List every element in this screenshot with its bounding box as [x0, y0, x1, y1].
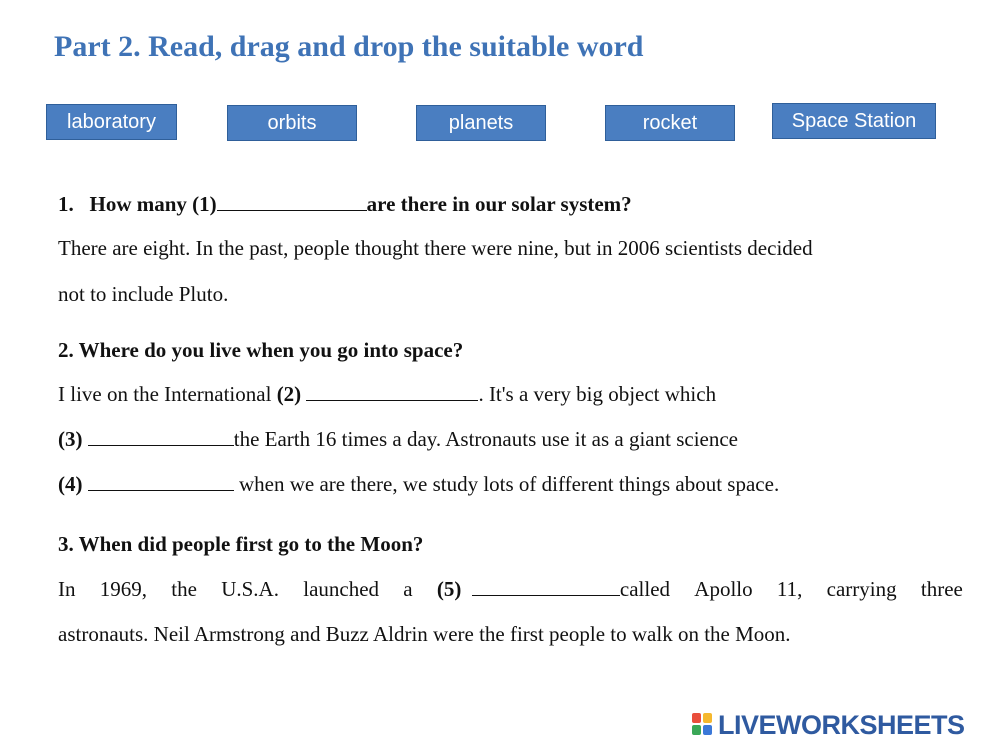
drop-blank-5[interactable]	[472, 577, 620, 596]
answer-3-line-2: astronauts. Neil Armstrong and Buzz Aldrin were the first people to walk on the Moon.	[58, 622, 791, 646]
blank-label-4: (4)	[58, 472, 83, 496]
drop-blank-3[interactable]	[88, 427, 234, 446]
logo-text: LIVEWORKSHEETS	[718, 709, 965, 740]
word-chip-planets[interactable]: planets	[416, 105, 546, 141]
answer-3-line-1	[58, 575, 963, 603]
answer-2-line-2-tail: the Earth 16 times a day. Astronauts use it as a giant science	[233, 427, 738, 451]
answer-2-line-1-text: I live on the International	[58, 382, 277, 406]
answer-3-word: three	[920, 577, 963, 601]
answer-3-word: carrying	[826, 577, 897, 601]
blank-label-2: (2)	[276, 382, 302, 406]
blank-label-3: (3)	[58, 427, 83, 451]
answer-2-line-2	[58, 425, 963, 453]
answer-3-word: Apollo	[694, 577, 753, 601]
answer-3-word: a	[403, 577, 413, 601]
answer-3-word: U.S.A.	[221, 577, 279, 601]
answer-2-line-1	[58, 380, 963, 408]
word-chip-orbits[interactable]: orbits	[227, 105, 357, 141]
drop-blank-1[interactable]	[217, 192, 367, 211]
answer-2-line-1-tail: . It's a very big object which	[478, 382, 717, 406]
answer-1-line-1: There are eight. In the past, people thought there were nine, but in 2006 scientists decided	[58, 236, 813, 260]
word-chip-space-station[interactable]: Space Station	[772, 103, 936, 139]
answer-3-word: In	[58, 577, 76, 601]
word-chip-laboratory[interactable]: laboratory	[46, 104, 177, 140]
blank-label-5: (5)	[436, 577, 462, 601]
question-3: 3. When did people first go to the Moon?	[58, 532, 424, 556]
liveworksheets-logo	[692, 707, 965, 743]
question-1-number: 1.	[58, 192, 74, 216]
drop-blank-4[interactable]	[88, 472, 234, 491]
drop-blank-2[interactable]	[306, 382, 478, 401]
question-1-suffix: are there in our solar system?	[366, 192, 632, 216]
question-2: 2. Where do you live when you go into space?	[58, 338, 464, 362]
question-1	[58, 190, 963, 218]
answer-3-blank-group	[437, 575, 670, 603]
answer-2-line-3-tail: when we are there, we study lots of different things about space.	[233, 472, 780, 496]
answer-3-word: 1969,	[99, 577, 148, 601]
answer-3-word: launched	[303, 577, 380, 601]
page-title: Part 2. Read, drag and drop the suitable word	[54, 30, 644, 63]
word-chip-rocket[interactable]: rocket	[605, 105, 735, 141]
answer-1-line-2: not to include Pluto.	[58, 282, 229, 306]
answer-3-word: the	[171, 577, 197, 601]
logo-blocks-icon	[692, 713, 714, 737]
answer-3-word: 11,	[776, 577, 803, 601]
answer-2-line-3	[58, 470, 963, 498]
answer-3-word: called	[619, 577, 671, 601]
question-1-prefix: How many (1)	[89, 192, 217, 216]
